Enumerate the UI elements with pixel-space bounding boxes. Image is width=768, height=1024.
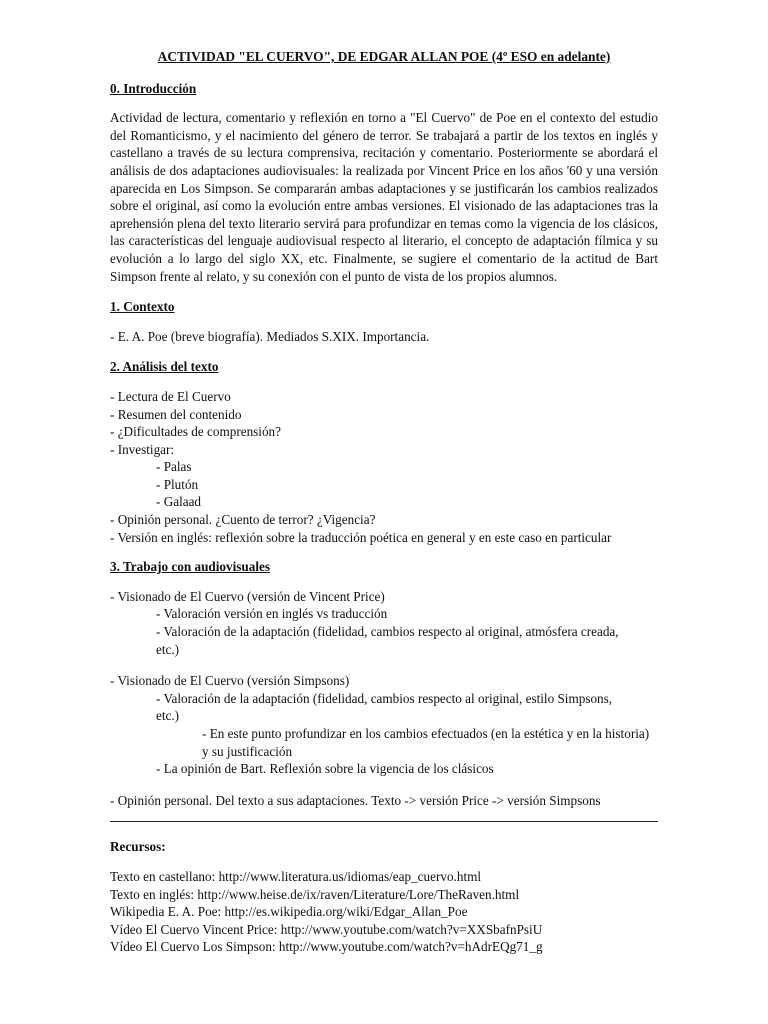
section-heading-resources: Recursos: [110,839,166,855]
analysis-list [110,388,658,546]
section-heading-intro: 0. Introducción [110,80,197,96]
section-heading-analysis: 2. Análisis del texto [110,359,219,375]
sub-list-item: - Valoración de la adaptación (fidelidad, cambios respecto al original, estilo Simpsons, [156,690,613,706]
resource-link[interactable]: Wikipedia E. A. Poe: http://es.wikipedia.org/wiki/Edgar_Allan_Poe [110,904,468,920]
list-item: - Visionado de El Cuervo (versión Simpsons) [110,673,350,689]
sub-list-item: - Palas [156,459,192,475]
resource-link[interactable]: Texto en castellano: http://www.literatura.us/idiomas/eap_cuervo.html [110,868,482,884]
list-item: - Resumen del contenido [110,406,242,422]
list-item: - Visionado de El Cuervo (versión de Vincent Price) [110,588,385,604]
section-heading-context: 1. Contexto [110,299,175,315]
sub-list-item: - Plutón [156,476,199,492]
resources-list [110,868,658,956]
intro-paragraph: Actividad de lectura, comentario y reflexión en torno a "El Cuervo" de Poe en el contexto del estudio del Romanticismo, y el nacimiento del género de terror. Se trabajará a partir de los textos en inglés y castellano a través de su lectura comprensiva, recitación y comentario. Posteriormente se abordará el análisis de dos adaptaciones audiovisuales: la realizada por Vincent Price en los años '60 y una versión aparecida en Los Simpson. Se compararán ambas adaptaciones y se justificarán los cambios realizados sobre el original, así como la evolución entre ambas versiones. El visionado de las adaptaciones tras la aprehensión plena del texto literario servirá para profundizar en temas como la vigencia de los clásicos, las características del lenguaje audiovisual respecto al literario, el concepto de adaptación fílmica y su evolución a lo largo del siglo XX, etc. Finalmente, se sugiere el comentario de la actitud de Bart Simpson frente al relato, y su conexión con el punto de vista de los propios alumnos. [110,110,658,284]
document-title: ACTIVIDAD "EL CUERVO", DE EDGAR ALLAN POE (4º ESO en adelante) [157,49,611,64]
list-item: - ¿Dificultades de comprensión? [110,424,282,440]
sub-sub-list-item: - En este punto profundizar en los cambios efectuados (en la estética y en la historia) y su justificación [202,726,650,759]
sub-list-item-continuation: etc.) [156,708,180,724]
sub-list-item: - Galaad [156,494,202,510]
audiovisual-list [110,588,658,810]
sub-list-item-continuation: etc.) [156,641,180,657]
list-item: - Opinión personal. ¿Cuento de terror? ¿Vigencia? [110,512,376,528]
list-item: - Lectura de El Cuervo [110,388,231,404]
list-item: - Investigar: [110,441,175,457]
list-item: - Versión en inglés: reflexión sobre la traducción poética en general y en este caso en particular [110,529,612,545]
document-page [110,48,658,956]
resource-link[interactable]: Vídeo El Cuervo Los Simpson: http://www.youtube.com/watch?v=hAdrEQg71_g [110,939,543,955]
list-item: - Opinión personal. Del texto a sus adaptaciones. Texto -> versión Price -> versión Simpsons [110,792,601,808]
sub-list-item: - Valoración versión en inglés vs traducción [156,606,388,622]
context-text: - E. A. Poe (breve biografía). Mediados S.XIX. Importancia. [110,328,430,344]
resource-link[interactable]: Texto en inglés: http://www.heise.de/ix/raven/Literature/Lore/TheRaven.html [110,886,520,902]
section-heading-audiovisual: 3. Trabajo con audiovisuales [110,559,270,575]
resource-link[interactable]: Vídeo El Cuervo Vincent Price: http://www.youtube.com/watch?v=XXSbafnPsiU [110,921,543,937]
horizontal-divider [110,821,658,822]
sub-list-item: - Valoración de la adaptación (fidelidad, cambios respecto al original, atmósfera creada, [156,624,619,640]
sub-list-item: - La opinión de Bart. Reflexión sobre la vigencia de los clásicos [156,761,494,777]
